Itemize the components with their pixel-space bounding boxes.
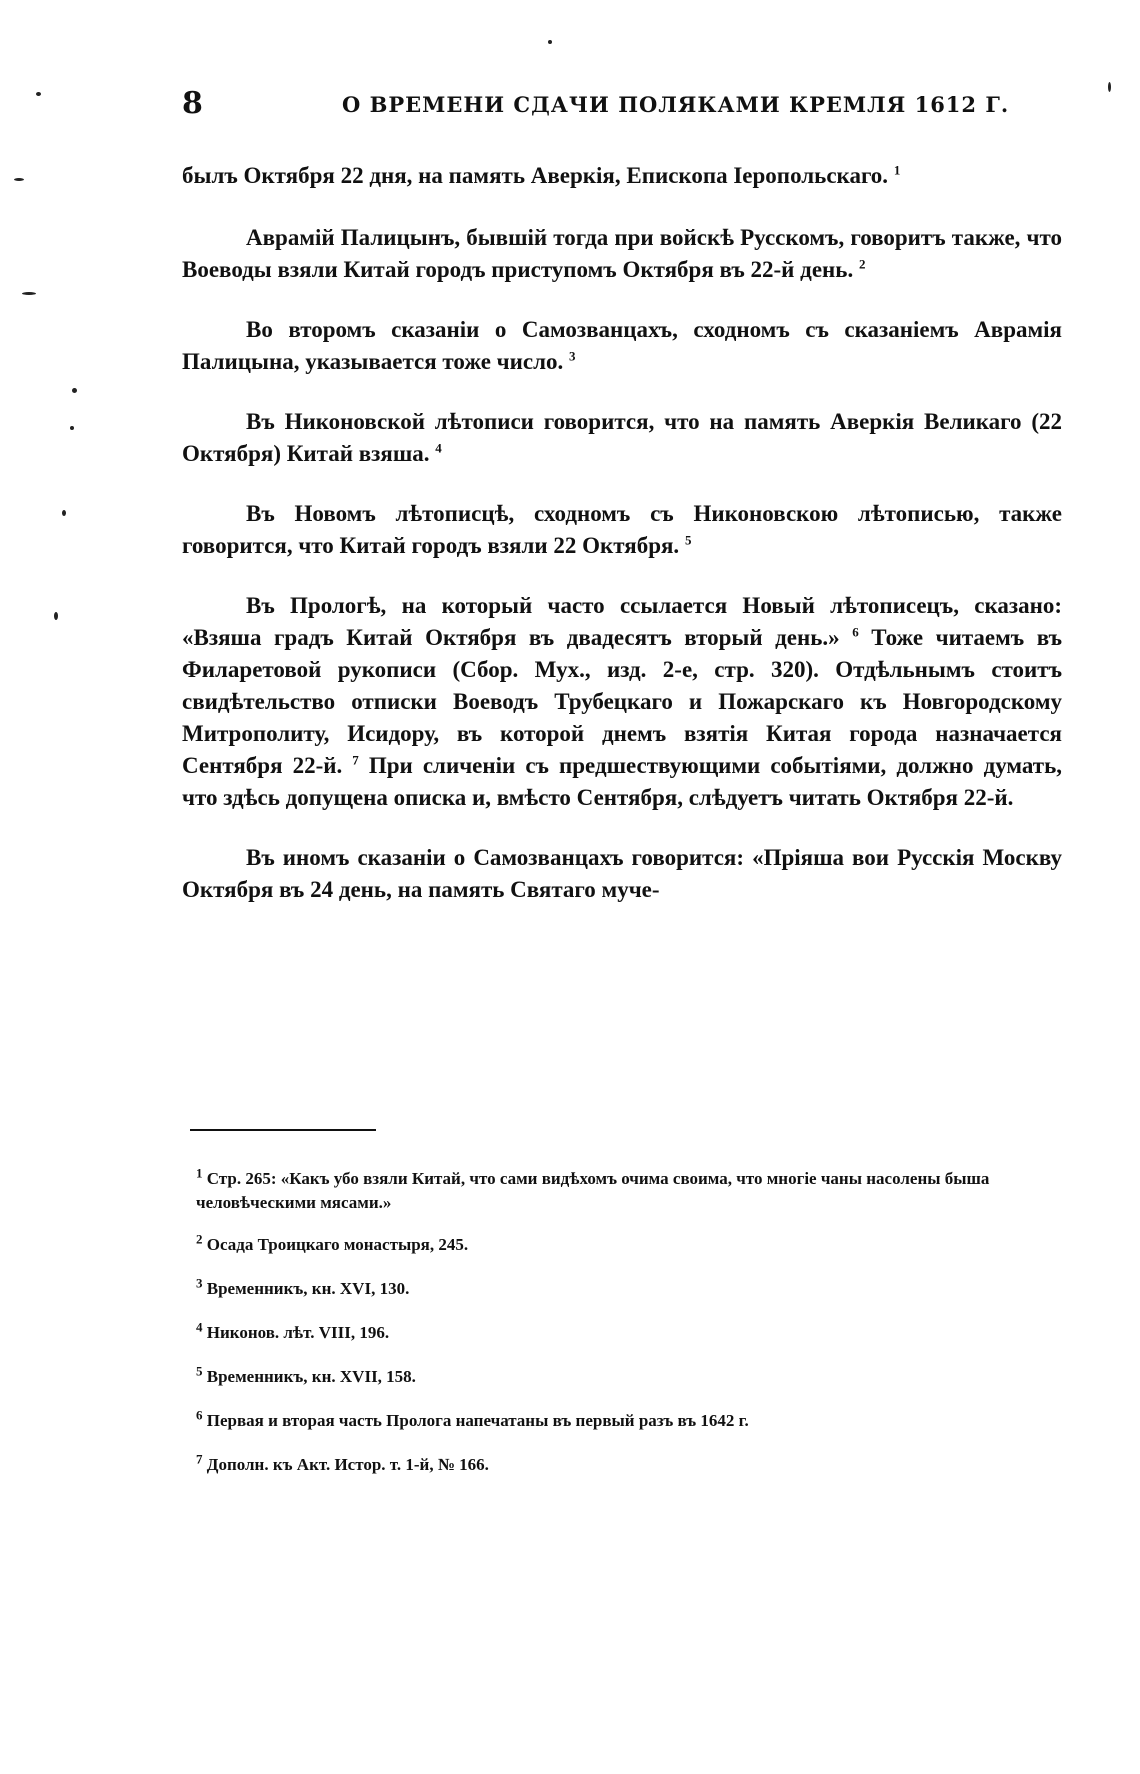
footnote-number: 3 — [196, 1275, 203, 1291]
footnote-number: 4 — [196, 1319, 203, 1335]
running-title: О ВРЕМЕНИ СДАЧИ ПОЛЯКАМИ КРЕМЛЯ 1612 Г. — [342, 92, 1010, 117]
footnotes — [196, 1167, 1066, 1497]
scan-speck — [548, 40, 552, 44]
paragraph-3: Во второмъ сказаніи о Самозванцахъ, сходномъ съ сказаніемъ Аврамія Палицына, указывается тоже число. $^3$ — [182, 317, 1062, 374]
footnote-ref-6: 6 — [852, 624, 859, 640]
footnote-3 — [196, 1277, 1066, 1301]
scan-speck — [1108, 82, 1111, 92]
paragraph-6: Въ Прологѣ, на который часто ссылается Новый лѣтописецъ, сказано: «Взяша градъ Китай Октября въ двадесятъ вторый день.» $^6$ Тоже читаемъ въ Филаретовой рукописи (Сбор. Мух., изд. 2-е, стр. 320). Отдѣльнымъ стоитъ свидѣтельство отписки Воеводъ Трубецкаго и Пожарскаго къ Новгородскому Митрополиту, Исидору, въ которой днемъ взятія Китая города назначается Сентября 22-й. $^7$ При сличеніи съ предшествующими событіями, должно думать, что здѣсь допущена описка и, вмѣсто Сентября, слѣдуетъ читать Октября 22-й. — [182, 593, 1063, 810]
running-header — [182, 86, 1062, 126]
footnote-text: Осада Троицкаго монастыря, 245. — [206, 1235, 469, 1254]
main-text — [182, 160, 1062, 934]
footnote-text: Временникъ, кн. XVII, 158. — [206, 1367, 416, 1386]
scan-speck — [54, 612, 58, 620]
footnote-4 — [196, 1321, 1066, 1345]
footnote-1 — [196, 1167, 1066, 1215]
footnote-number: 7 — [196, 1451, 203, 1467]
footnote-ref-7: 7 — [352, 752, 359, 768]
footnote-number: 6 — [196, 1407, 203, 1423]
scan-speck — [36, 92, 41, 96]
footnote-text: Первая и вторая часть Пролога напечатаны въ первый разъ въ 1642 г. — [206, 1411, 749, 1430]
footnote-number: 2 — [196, 1231, 203, 1247]
paragraph-2: Аврамій Палицынъ, бывшій тогда при войскѣ Русскомъ, говоритъ также, что Воеводы взяли Китай городъ приступомъ Октября въ 22-й день. $^2$ — [182, 225, 1062, 282]
page-number: 8 — [182, 86, 203, 121]
paragraph-4: Въ Никоновской лѣтописи говорится, что на память Аверкія Великаго (22 Октября) Китай взяша. $^4$ — [182, 409, 1062, 466]
paragraph-5: Въ Новомъ лѣтописцѣ, сходномъ съ Никоновскою лѣтописью, также говорится, что Китай городъ взяли 22 Октября. $^5$ — [182, 501, 1062, 558]
footnote-2 — [196, 1233, 1066, 1257]
footnote-text: Дополн. къ Акт. Истор. т. 1-й, № 166. — [206, 1455, 489, 1474]
footnote-ref-2: 2 — [858, 256, 866, 272]
footnote-text: Никонов. лѣт. VIII, 196. — [206, 1323, 390, 1342]
footnote-ref-5: 5 — [684, 532, 692, 548]
footnote-6 — [196, 1409, 1066, 1433]
footnote-ref-3: 3 — [569, 348, 576, 364]
scan-speck — [72, 388, 77, 393]
footnote-text: Временникъ, кн. XVI, 130. — [206, 1279, 410, 1298]
scan-speck — [70, 426, 74, 430]
footnote-number: 1 — [196, 1165, 203, 1181]
paragraph-1: былъ Октября 22 дня, на память Аверкія, Епископа Іеропольскаго. $^1$ — [182, 162, 901, 188]
footnote-ref-1: 1 — [893, 162, 901, 178]
footnote-7 — [196, 1453, 1066, 1477]
footnote-divider — [190, 1129, 376, 1131]
scan-speck — [62, 510, 66, 516]
footnote-ref-4: 4 — [435, 440, 442, 456]
footnote-text: Стр. 265: «Какъ убо взяли Китай, что сами видѣхомъ очима своима, что многіе чаны насолены быша человѣческими мясами.» — [196, 1169, 990, 1212]
paragraph-7: Въ иномъ сказаніи о Самозванцахъ говорится: «Пріяша вои Русскія Москву Октября въ 24 день, на память Святаго муче- — [182, 845, 1062, 902]
footnote-5 — [196, 1365, 1066, 1389]
scan-speck — [22, 292, 36, 295]
scan-speck — [14, 178, 24, 181]
footnote-number: 5 — [196, 1363, 203, 1379]
